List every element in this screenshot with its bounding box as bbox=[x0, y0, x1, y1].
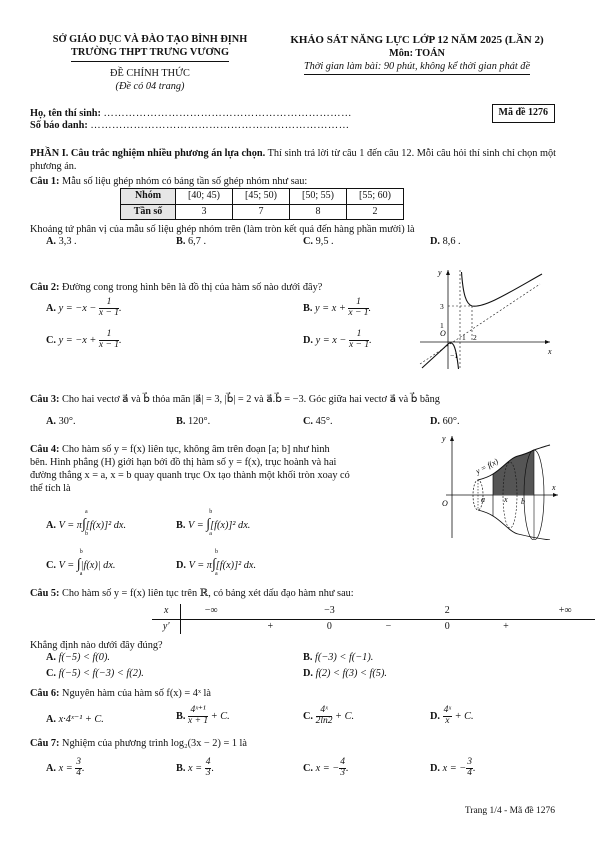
q1-option-b[interactable]: B. 6,7 . bbox=[176, 236, 207, 247]
q4-graph-a-label: a bbox=[481, 495, 485, 504]
q2-graph-x-label: x bbox=[548, 347, 552, 356]
q5-sign: 0 bbox=[326, 620, 332, 632]
q5-sign: + bbox=[503, 620, 509, 632]
q5-label: Câu 5: bbox=[30, 588, 60, 599]
q2-graph-tick-2x: 2 bbox=[473, 333, 477, 342]
q5-stem bbox=[30, 588, 354, 601]
q1-option-a[interactable]: A. 3,3 . bbox=[46, 236, 77, 247]
q5-y-head: y' bbox=[152, 619, 181, 634]
q1-freq: 2 bbox=[347, 204, 404, 220]
time-note: Thời gian làm bài: 90 phút, không kể thời gian phát đề bbox=[304, 61, 530, 76]
q4-graph-b-label: b bbox=[521, 497, 525, 506]
q1-freq: 7 bbox=[233, 204, 290, 220]
q4-option-a[interactable]: A. V = π∫ a b [f(x)]² dx. bbox=[46, 509, 127, 537]
part1-instruction: Thí sinh trả lời từ câu 1 đến câu 12. Mỗi câu hỏi thí sinh chỉ chọn một phương án. bbox=[30, 148, 557, 172]
q6-option-a[interactable]: A. x·4ˣ⁻¹ + C. bbox=[46, 714, 104, 725]
q5-sign-table bbox=[152, 604, 595, 634]
q3-text: Cho hai vectơ a⃗ và b⃗ thỏa mãn |a⃗| = 3, |b⃗| = 2 và a⃗.b⃗ = −3. Góc giữa hai vectơ a⃗ và b⃗ bằng bbox=[59, 394, 440, 405]
q5-option-d[interactable]: D. f(2) < f(3) < f(5). bbox=[303, 668, 387, 679]
q1-group: [45; 50) bbox=[233, 189, 290, 205]
q2-graph-y-label: y bbox=[438, 268, 442, 277]
q2-option-c[interactable]: C. y = −x + $\frac{1}{x - 1}$ . bbox=[46, 329, 122, 350]
q2-graph-tick-1x: 1 bbox=[462, 333, 466, 342]
q5-x-val: 2 bbox=[418, 604, 477, 619]
q5-option-c[interactable]: C. f(−5) < f(−3) < f(2). bbox=[46, 668, 144, 679]
q2-option-b[interactable]: B. y = x + $\frac{1}{x - 1}$ . bbox=[303, 297, 372, 318]
student-name-line bbox=[30, 108, 352, 121]
q4-stem: Câu 4: Cho hàm số y = f(x) liên tục, không âm trên đoạn [a; b] như hình bên. Hình phẳng (H) giới hạn bởi đồ thị hàm số y = f(x), trục hoành và hai đường thẳng x = a, x = b quay quanh trục Ox tạo thành một khối tròn xoay có thể tích là bbox=[30, 444, 350, 494]
name-dots: …………………………………………………………… bbox=[103, 108, 352, 119]
pages-note: (Đề có 04 trang) bbox=[115, 80, 185, 92]
part1-heading bbox=[30, 148, 570, 174]
name-label: Họ, tên thí sinh: bbox=[30, 108, 101, 119]
subject-label: Môn: TOÁN bbox=[389, 47, 445, 59]
q1-group: [40; 45) bbox=[176, 189, 233, 205]
q2-option-a[interactable]: A. y = −x − $\frac{1}{x - 1}$ . bbox=[46, 297, 122, 318]
exam-title: KHẢO SÁT NĂNG LỰC LỚP 12 NĂM 2025 (LẦN 2) bbox=[290, 34, 544, 46]
q3-option-b[interactable]: B. 120°. bbox=[176, 416, 211, 427]
q4-graph-x-label: x bbox=[552, 483, 556, 492]
q1-freq: 8 bbox=[290, 204, 347, 220]
q1-label: Câu 1: bbox=[30, 176, 60, 187]
q7-label: Câu 7: bbox=[30, 738, 60, 749]
q2-text: Đường cong trong hình bên là đồ thị của hàm số nào dưới đây? bbox=[59, 282, 323, 293]
q4-option-b[interactable]: B. V = ∫ b a [f(x)]² dx. bbox=[176, 509, 251, 537]
q3-label: Câu 3: bbox=[30, 394, 60, 405]
student-id-line bbox=[30, 120, 350, 133]
q5-x-val: −3 bbox=[300, 604, 359, 619]
q4-graph-x-mid: x bbox=[504, 495, 508, 504]
q6-text: Nguyên hàm của hàm số f(x) = 4ˣ là bbox=[59, 688, 211, 699]
q2-graph bbox=[410, 264, 560, 374]
q4-graph-fx-label: y = f(x) bbox=[474, 456, 500, 476]
q4-option-d[interactable]: D. V = π∫ b a [f(x)]² dx. bbox=[176, 549, 257, 577]
q3-option-d[interactable]: D. 60°. bbox=[430, 416, 460, 427]
header-right bbox=[262, 34, 572, 75]
q2-stem bbox=[30, 282, 322, 295]
q2-graph-tick-m1: −1 bbox=[450, 351, 458, 360]
q5-option-b[interactable]: B. f(−3) < f(−1). bbox=[303, 652, 374, 663]
q2-option-d[interactable]: D. y = x − $\frac{1}{x - 1}$ . bbox=[303, 329, 372, 350]
q3-option-c[interactable]: C. 45°. bbox=[303, 416, 333, 427]
q4-graph-origin: O bbox=[442, 499, 448, 508]
q1-option-c[interactable]: C. 9,5 . bbox=[303, 236, 334, 247]
q6-label: Câu 6: bbox=[30, 688, 60, 699]
id-label: Số báo danh: bbox=[30, 120, 88, 131]
q1-group: [50; 55) bbox=[290, 189, 347, 205]
q7-text: Nghiệm của phương trình log₂(3x − 2) = 1 là bbox=[59, 738, 247, 749]
q5-x-val: +∞ bbox=[535, 604, 595, 619]
q2-graph-origin: O bbox=[440, 329, 446, 338]
q2-graph-tick-1y: 1 bbox=[440, 321, 444, 330]
q4-label: Câu 4: bbox=[30, 444, 60, 455]
q1-row2-head: Tần số bbox=[121, 204, 176, 220]
page-footer: Trang 1/4 - Mã đề 1276 bbox=[464, 806, 555, 816]
q6-option-c[interactable]: C. $\frac{\text{4ˣ}}{2\ln 2}$ + C. bbox=[303, 705, 355, 726]
id-dots: ……………………………………………………………… bbox=[90, 120, 350, 131]
q1-text: Mẫu số liệu ghép nhóm có bảng tần số ghép nhóm như sau: bbox=[59, 176, 308, 187]
q5-question: Khẳng định nào dưới đây đúng? bbox=[30, 640, 163, 651]
q2-label: Câu 2: bbox=[30, 282, 60, 293]
q7-option-d[interactable]: D. x = − $\frac{3}{4}$ . bbox=[430, 757, 476, 778]
q1-frequency-table bbox=[120, 188, 404, 220]
q7-option-a[interactable]: A. x = $\frac{3}{4}$ . bbox=[46, 757, 85, 778]
q6-option-d[interactable]: D. $\frac{\text{4ˣ}}{x}$ + C. bbox=[430, 705, 474, 726]
exam-code-box: Mã đề 1276 bbox=[492, 104, 555, 123]
q1-row1-head: Nhóm bbox=[121, 189, 176, 205]
q5-x-head: x bbox=[152, 604, 181, 619]
q7-option-c[interactable]: C. x = − $\frac{4}{3}$ . bbox=[303, 757, 349, 778]
official-label: ĐỀ CHÍNH THỨC bbox=[110, 67, 190, 79]
q3-option-a[interactable]: A. 30°. bbox=[46, 416, 76, 427]
part1-title: PHẦN I. Câu trắc nghiệm nhiều phương án lựa chọn. bbox=[30, 148, 266, 159]
q7-stem bbox=[30, 738, 247, 751]
q5-sign: 0 bbox=[444, 620, 450, 632]
q1-stem bbox=[30, 176, 307, 189]
q5-sign: − bbox=[385, 620, 392, 632]
q4-option-c[interactable]: C. V = ∫ b a |f(x)| dx. bbox=[46, 549, 116, 577]
q1-freq: 3 bbox=[176, 204, 233, 220]
q4-graph-y-label: y bbox=[442, 434, 446, 443]
q1-option-d[interactable]: D. 8,6 . bbox=[430, 236, 461, 247]
q5-x-val: −∞ bbox=[181, 604, 241, 619]
q1-group: [55; 60) bbox=[347, 189, 404, 205]
q1-question: Khoảng tứ phân vị của mẫu số liệu ghép nhóm trên (làm tròn kết quả đến hàng phần mười) là bbox=[30, 224, 415, 235]
q5-sign: + bbox=[267, 620, 274, 632]
q6-stem bbox=[30, 688, 211, 701]
q2-graph-tick-3: 3 bbox=[440, 302, 444, 311]
q4-graph bbox=[438, 430, 563, 540]
school-name: TRƯỜNG THPT TRƯNG VƯƠNG bbox=[71, 47, 229, 62]
header-left bbox=[30, 34, 270, 93]
q5-text: Cho hàm số y = f(x) liên tục trên ℝ, có bảng xét dấu đạo hàm như sau: bbox=[59, 588, 354, 599]
department-name: SỞ GIÁO DỤC VÀ ĐÀO TẠO BÌNH ĐỊNH bbox=[52, 34, 248, 45]
q3-stem bbox=[30, 394, 575, 407]
q5-option-a[interactable]: A. f(−5) < f(0). bbox=[46, 652, 110, 663]
q6-option-b[interactable]: B. $\frac{\text{4ˣ⁺¹}}{x + 1}$ + C. bbox=[176, 705, 230, 726]
q7-option-b[interactable]: B. x = $\frac{4}{3}$ . bbox=[176, 757, 215, 778]
